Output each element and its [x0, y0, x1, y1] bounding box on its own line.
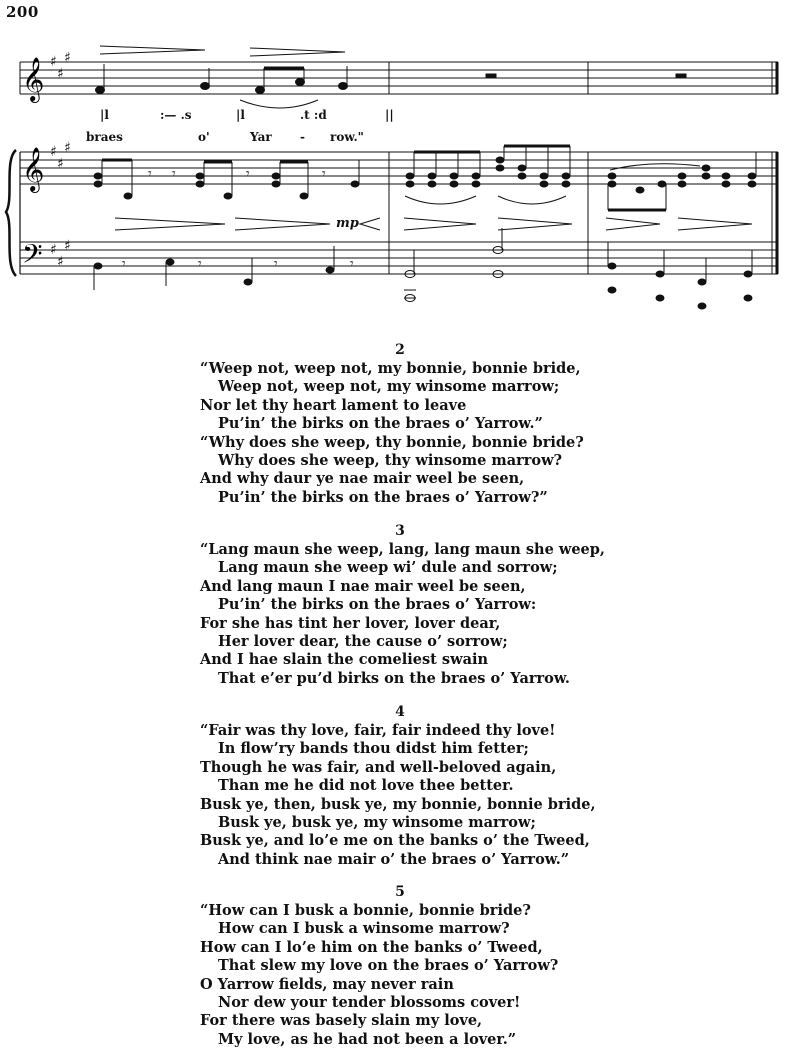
page-number: 200 — [6, 3, 39, 21]
lyric-1: braes — [86, 130, 123, 144]
solfa-3: |l — [236, 108, 245, 122]
stanza-number: 4 — [395, 704, 405, 720]
svg-text:𝄾: 𝄾 — [322, 166, 326, 182]
verse-line: “Fair was thy love, fair, fair indeed thy love! — [200, 722, 556, 739]
verse-line: Though he was fair, and well-beloved again, — [200, 758, 557, 776]
verse-line: Busk ye, then, busk ye, my bonnie, bonnie bride, — [200, 795, 596, 813]
stanza-3 — [200, 521, 620, 688]
verse-line: O Yarrow fields, may never rain — [200, 975, 454, 993]
piano-treble-staff — [20, 152, 778, 184]
vocal-staff — [20, 62, 778, 94]
lyric-2: o' — [198, 130, 210, 144]
verse-line: How can I lo’e him on the banks o’ Tweed, — [200, 938, 543, 956]
stanza-number: 2 — [395, 342, 405, 358]
verse-line: And why daur ye nae mair weel be seen, — [200, 470, 525, 488]
verse-line: My love, as he had not been a lover.” — [218, 1030, 517, 1048]
verse-line: And lang maun I nae mair weel be seen, — [200, 577, 526, 595]
svg-text:𝄾: 𝄾 — [148, 166, 152, 182]
stanza-5 — [200, 882, 620, 1049]
verse-line: That slew my love on the braes o’ Yarrow? — [218, 957, 559, 975]
verse-line: And think nae mair o’ the braes o’ Yarrow.” — [218, 850, 570, 868]
verse-line: Nor dew your tender blossoms cover! — [218, 994, 521, 1012]
lyric-5: row." — [330, 130, 364, 144]
verse-line: That e’er pu’d birks on the braes o’ Yarrow. — [218, 669, 570, 687]
verse-line: How can I busk a winsome marrow? — [218, 920, 510, 938]
svg-text:♯: ♯ — [50, 54, 57, 70]
dynamic-marking: mp — [336, 216, 359, 231]
verse-line: Lang maun she weep wi’ dule and sorrow; — [218, 559, 558, 577]
svg-text:♯: ♯ — [50, 144, 57, 160]
music-score — [0, 0, 800, 330]
solfa-2: :— .s — [160, 108, 192, 122]
piano-brace — [6, 150, 16, 276]
verse-line: “Lang maun she weep, lang, lang maun she weep, — [200, 541, 605, 558]
svg-text:♯: ♯ — [50, 242, 57, 258]
svg-text:♯: ♯ — [64, 140, 71, 156]
svg-text:♯: ♯ — [64, 238, 71, 254]
svg-text:♯: ♯ — [64, 50, 71, 66]
stanza-4 — [200, 702, 620, 869]
svg-text:𝄞: 𝄞 — [22, 147, 45, 191]
stanza-2 — [200, 340, 620, 507]
verse-line: Nor let thy heart lament to leave — [200, 396, 467, 414]
stanza-number: 3 — [395, 523, 405, 539]
verse-line: “Why does she weep, thy bonnie, bonnie bride? — [200, 433, 584, 451]
svg-text:𝄾: 𝄾 — [198, 256, 202, 272]
svg-text:𝄾: 𝄾 — [350, 256, 354, 272]
verse-line: Pu’in’ the birks on the braes o’ Yarrow.” — [218, 415, 543, 433]
svg-text:♯: ♯ — [57, 254, 64, 270]
solfa-1: |l — [100, 108, 109, 122]
verse-line: Her lover dear, the cause o’ sorrow; — [218, 633, 508, 651]
verse-line: “How can I busk a bonnie, bonnie bride? — [200, 902, 531, 919]
stanza-number: 5 — [395, 884, 405, 900]
svg-text:𝄾: 𝄾 — [122, 256, 126, 272]
verse-line: In flow’ry bands thou didst him fetter; — [218, 740, 529, 758]
svg-text:♯: ♯ — [57, 66, 64, 82]
svg-text:𝄾: 𝄾 — [172, 166, 176, 182]
svg-text:♯: ♯ — [57, 156, 64, 172]
svg-text:𝄞: 𝄞 — [22, 57, 45, 101]
solfa-4: .t :d — [300, 108, 327, 122]
verse-line: Busk ye, busk ye, my winsome marrow; — [218, 814, 536, 832]
solfa-5: || — [385, 108, 394, 122]
verse-line: Busk ye, and lo’e me on the banks o’ the Tweed, — [200, 832, 590, 850]
verse-line: Weep not, weep not, my winsome marrow; — [218, 378, 560, 396]
svg-text:𝄢: 𝄢 — [22, 238, 43, 276]
lyric-4: - — [300, 130, 305, 144]
verse-line: Than me he did not love thee better. — [218, 777, 514, 795]
verse-line: Pu’in’ the birks on the braes o’ Yarrow: — [218, 596, 537, 614]
verse-line: For there was basely slain my love, — [200, 1012, 483, 1030]
verse-line: “Weep not, weep not, my bonnie, bonnie bride, — [200, 360, 581, 377]
svg-text:𝄾: 𝄾 — [246, 166, 250, 182]
svg-text:𝄾: 𝄾 — [274, 256, 278, 272]
verse-line: Pu’in’ the birks on the braes o’ Yarrow?” — [218, 488, 548, 506]
verse-line: For she has tint her lover, lover dear, — [200, 614, 501, 632]
lyric-3: Yar — [250, 130, 272, 144]
verse-line: Why does she weep, thy winsome marrow? — [218, 452, 563, 470]
verse-line: And I hae slain the comeliest swain — [200, 651, 489, 669]
